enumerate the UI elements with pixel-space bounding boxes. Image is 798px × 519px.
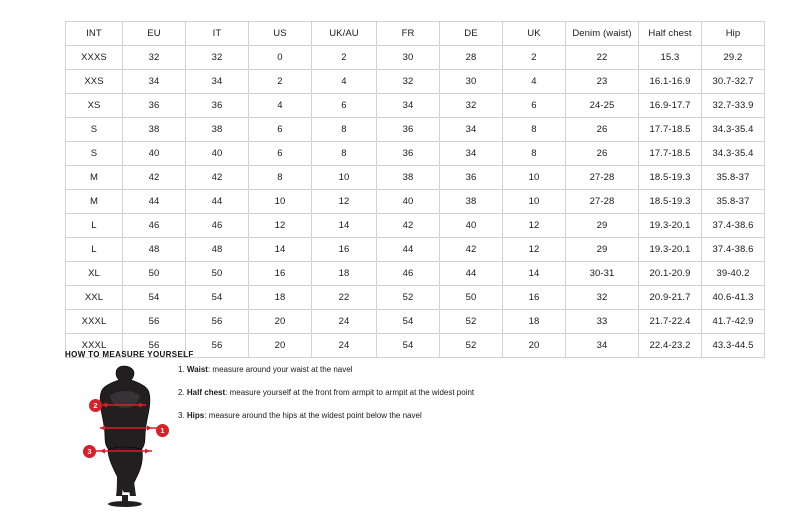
column-header-uk: UK (503, 22, 566, 46)
column-header-us: US (249, 22, 312, 46)
step-term-3: Hips (186, 411, 205, 420)
cell-eu: 40 (123, 142, 186, 166)
mannequin-torso (100, 366, 150, 452)
cell-it: 40 (186, 142, 249, 166)
cell-uk-au: 16 (312, 238, 377, 262)
cell-us: 16 (249, 262, 312, 286)
table-row (66, 70, 765, 94)
cell-half-chest: 19.3-20.1 (639, 238, 702, 262)
step-text-2: : measure yourself at the front from armpit to armpit at the widest point (225, 388, 475, 397)
cell-int: XL (66, 262, 123, 286)
step-number-2: 2. (178, 388, 185, 397)
table-row (66, 46, 765, 70)
step-number-3: 3. (178, 411, 185, 420)
cell-denim-waist: 27-28 (566, 190, 639, 214)
cell-fr: 34 (377, 94, 440, 118)
cell-denim-waist: 33 (566, 310, 639, 334)
size-chart-container (65, 21, 754, 358)
cell-uk: 8 (503, 142, 566, 166)
column-header-hip: Hip (702, 22, 765, 46)
mannequin-illustration (72, 362, 178, 507)
cell-int: XXXL (66, 334, 123, 358)
cell-half-chest: 21.7-22.4 (639, 310, 702, 334)
cell-denim-waist: 24-25 (566, 94, 639, 118)
cell-hip: 41.7-42.9 (702, 310, 765, 334)
cell-de: 38 (440, 190, 503, 214)
cell-uk-au: 6 (312, 94, 377, 118)
step-term-1: Waist (186, 365, 208, 374)
cell-it: 54 (186, 286, 249, 310)
cell-fr: 42 (377, 214, 440, 238)
cell-uk: 10 (503, 166, 566, 190)
table-row (66, 190, 765, 214)
cell-eu: 36 (123, 94, 186, 118)
cell-eu: 48 (123, 238, 186, 262)
cell-it: 32 (186, 46, 249, 70)
step-text-3: : measure around the hips at the widest point below the navel (204, 411, 422, 420)
list-item (178, 410, 578, 422)
cell-hip: 34.3-35.4 (702, 142, 765, 166)
cell-half-chest: 17.7-18.5 (639, 118, 702, 142)
cell-int: S (66, 142, 123, 166)
cell-int: XXXS (66, 46, 123, 70)
cell-fr: 54 (377, 310, 440, 334)
column-header-it: IT (186, 22, 249, 46)
step-term-2: Half chest (186, 388, 226, 397)
cell-us: 20 (249, 310, 312, 334)
cell-denim-waist: 26 (566, 118, 639, 142)
cell-int: XXS (66, 70, 123, 94)
cell-us: 10 (249, 190, 312, 214)
cell-hip: 40.6-41.3 (702, 286, 765, 310)
cell-eu: 50 (123, 262, 186, 286)
list-item (178, 387, 578, 399)
how-to-measure-title: HOW TO MEASURE YOURSELF (65, 350, 194, 359)
cell-de: 40 (440, 214, 503, 238)
waist-arrow-left-icon (100, 426, 105, 431)
cell-us: 12 (249, 214, 312, 238)
cell-int: M (66, 166, 123, 190)
cell-de: 28 (440, 46, 503, 70)
cell-uk: 14 (503, 262, 566, 286)
cell-de: 50 (440, 286, 503, 310)
cell-uk: 18 (503, 310, 566, 334)
cell-uk: 2 (503, 46, 566, 70)
cell-de: 30 (440, 70, 503, 94)
cell-de: 52 (440, 310, 503, 334)
cell-int: XXL (66, 286, 123, 310)
measure-badge-3: 3 (83, 445, 96, 458)
cell-uk: 12 (503, 238, 566, 262)
cell-uk: 4 (503, 70, 566, 94)
cell-eu: 44 (123, 190, 186, 214)
cell-us: 2 (249, 70, 312, 94)
cell-half-chest: 16.9-17.7 (639, 94, 702, 118)
cell-fr: 36 (377, 118, 440, 142)
cell-int: S (66, 118, 123, 142)
cell-int: XXXL (66, 310, 123, 334)
cell-uk-au: 24 (312, 310, 377, 334)
cell-denim-waist: 29 (566, 238, 639, 262)
mannequin-leg-left (116, 474, 123, 496)
column-header-half-chest: Half chest (639, 22, 702, 46)
cell-hip: 32.7-33.9 (702, 94, 765, 118)
cell-fr: 32 (377, 70, 440, 94)
cell-half-chest: 20.9-21.7 (639, 286, 702, 310)
measure-badge-2: 2 (89, 399, 102, 412)
cell-denim-waist: 30-31 (566, 262, 639, 286)
size-chart-table (65, 21, 765, 358)
table-row (66, 286, 765, 310)
cell-eu: 32 (123, 46, 186, 70)
cell-us: 6 (249, 118, 312, 142)
cell-it: 38 (186, 118, 249, 142)
cell-fr: 44 (377, 238, 440, 262)
cell-uk-au: 24 (312, 334, 377, 358)
cell-uk-au: 8 (312, 142, 377, 166)
cell-uk-au: 2 (312, 46, 377, 70)
cell-eu: 34 (123, 70, 186, 94)
cell-uk: 8 (503, 118, 566, 142)
cell-half-chest: 19.3-20.1 (639, 214, 702, 238)
cell-fr: 36 (377, 142, 440, 166)
cell-us: 8 (249, 166, 312, 190)
cell-hip: 37.4-38.6 (702, 214, 765, 238)
cell-uk-au: 10 (312, 166, 377, 190)
cell-uk: 10 (503, 190, 566, 214)
column-header-fr: FR (377, 22, 440, 46)
cell-half-chest: 22.4-23.2 (639, 334, 702, 358)
table-header-row (66, 22, 765, 46)
cell-fr: 30 (377, 46, 440, 70)
list-item (178, 364, 578, 376)
cell-eu: 56 (123, 310, 186, 334)
cell-us: 6 (249, 142, 312, 166)
cell-fr: 40 (377, 190, 440, 214)
cell-de: 34 (440, 142, 503, 166)
table-row (66, 238, 765, 262)
cell-hip: 35.8-37 (702, 190, 765, 214)
cell-de: 36 (440, 166, 503, 190)
cell-it: 48 (186, 238, 249, 262)
cell-int: M (66, 190, 123, 214)
cell-half-chest: 20.1-20.9 (639, 262, 702, 286)
cell-hip: 30.7-32.7 (702, 70, 765, 94)
cell-it: 44 (186, 190, 249, 214)
mannequin-hips (108, 447, 142, 492)
column-header-denim-waist: Denim (waist) (566, 22, 639, 46)
mannequin-stand-base (108, 501, 142, 507)
table-row (66, 142, 765, 166)
cell-uk-au: 18 (312, 262, 377, 286)
table-row (66, 118, 765, 142)
cell-us: 20 (249, 334, 312, 358)
table-row (66, 262, 765, 286)
cell-us: 14 (249, 238, 312, 262)
cell-it: 42 (186, 166, 249, 190)
waist-arrow-right-icon (147, 426, 152, 431)
cell-half-chest: 16.1-16.9 (639, 70, 702, 94)
cell-eu: 38 (123, 118, 186, 142)
cell-denim-waist: 34 (566, 334, 639, 358)
cell-uk-au: 4 (312, 70, 377, 94)
cell-denim-waist: 23 (566, 70, 639, 94)
cell-it: 56 (186, 334, 249, 358)
cell-eu: 46 (123, 214, 186, 238)
cell-half-chest: 18.5-19.3 (639, 190, 702, 214)
measure-instructions-list (178, 364, 578, 433)
cell-uk-au: 12 (312, 190, 377, 214)
cell-hip: 39-40.2 (702, 262, 765, 286)
cell-half-chest: 15.3 (639, 46, 702, 70)
cell-hip: 37.4-38.6 (702, 238, 765, 262)
cell-it: 46 (186, 214, 249, 238)
cell-us: 4 (249, 94, 312, 118)
cell-denim-waist: 27-28 (566, 166, 639, 190)
cell-hip: 43.3-44.5 (702, 334, 765, 358)
cell-denim-waist: 32 (566, 286, 639, 310)
cell-eu: 56 (123, 334, 186, 358)
cell-eu: 42 (123, 166, 186, 190)
cell-eu: 54 (123, 286, 186, 310)
cell-uk-au: 14 (312, 214, 377, 238)
cell-half-chest: 17.7-18.5 (639, 142, 702, 166)
cell-fr: 54 (377, 334, 440, 358)
cell-denim-waist: 26 (566, 142, 639, 166)
hips-arrow-left-icon (100, 449, 105, 454)
cell-uk-au: 22 (312, 286, 377, 310)
cell-uk: 6 (503, 94, 566, 118)
cell-uk: 16 (503, 286, 566, 310)
table-row (66, 310, 765, 334)
cell-half-chest: 18.5-19.3 (639, 166, 702, 190)
cell-it: 34 (186, 70, 249, 94)
cell-uk: 12 (503, 214, 566, 238)
cell-us: 18 (249, 286, 312, 310)
table-row (66, 214, 765, 238)
cell-hip: 34.3-35.4 (702, 118, 765, 142)
cell-int: L (66, 214, 123, 238)
cell-it: 56 (186, 310, 249, 334)
cell-int: L (66, 238, 123, 262)
cell-de: 44 (440, 262, 503, 286)
step-text-1: : measure around your waist at the navel (207, 365, 353, 374)
hips-arrow-right-icon (145, 449, 150, 454)
measure-badge-1: 1 (156, 424, 169, 437)
cell-de: 32 (440, 94, 503, 118)
cell-fr: 52 (377, 286, 440, 310)
table-row (66, 94, 765, 118)
cell-de: 52 (440, 334, 503, 358)
column-header-eu: EU (123, 22, 186, 46)
cell-it: 36 (186, 94, 249, 118)
cell-it: 50 (186, 262, 249, 286)
cell-us: 0 (249, 46, 312, 70)
cell-uk: 20 (503, 334, 566, 358)
cell-denim-waist: 22 (566, 46, 639, 70)
cell-int: XS (66, 94, 123, 118)
column-header-de: DE (440, 22, 503, 46)
cell-hip: 35.8-37 (702, 166, 765, 190)
column-header-uk-au: UK/AU (312, 22, 377, 46)
cell-de: 34 (440, 118, 503, 142)
cell-fr: 46 (377, 262, 440, 286)
cell-denim-waist: 29 (566, 214, 639, 238)
cell-de: 42 (440, 238, 503, 262)
cell-fr: 38 (377, 166, 440, 190)
cell-hip: 29.2 (702, 46, 765, 70)
cell-uk-au: 8 (312, 118, 377, 142)
step-number-1: 1. (178, 365, 185, 374)
table-row (66, 166, 765, 190)
column-header-int: INT (66, 22, 123, 46)
